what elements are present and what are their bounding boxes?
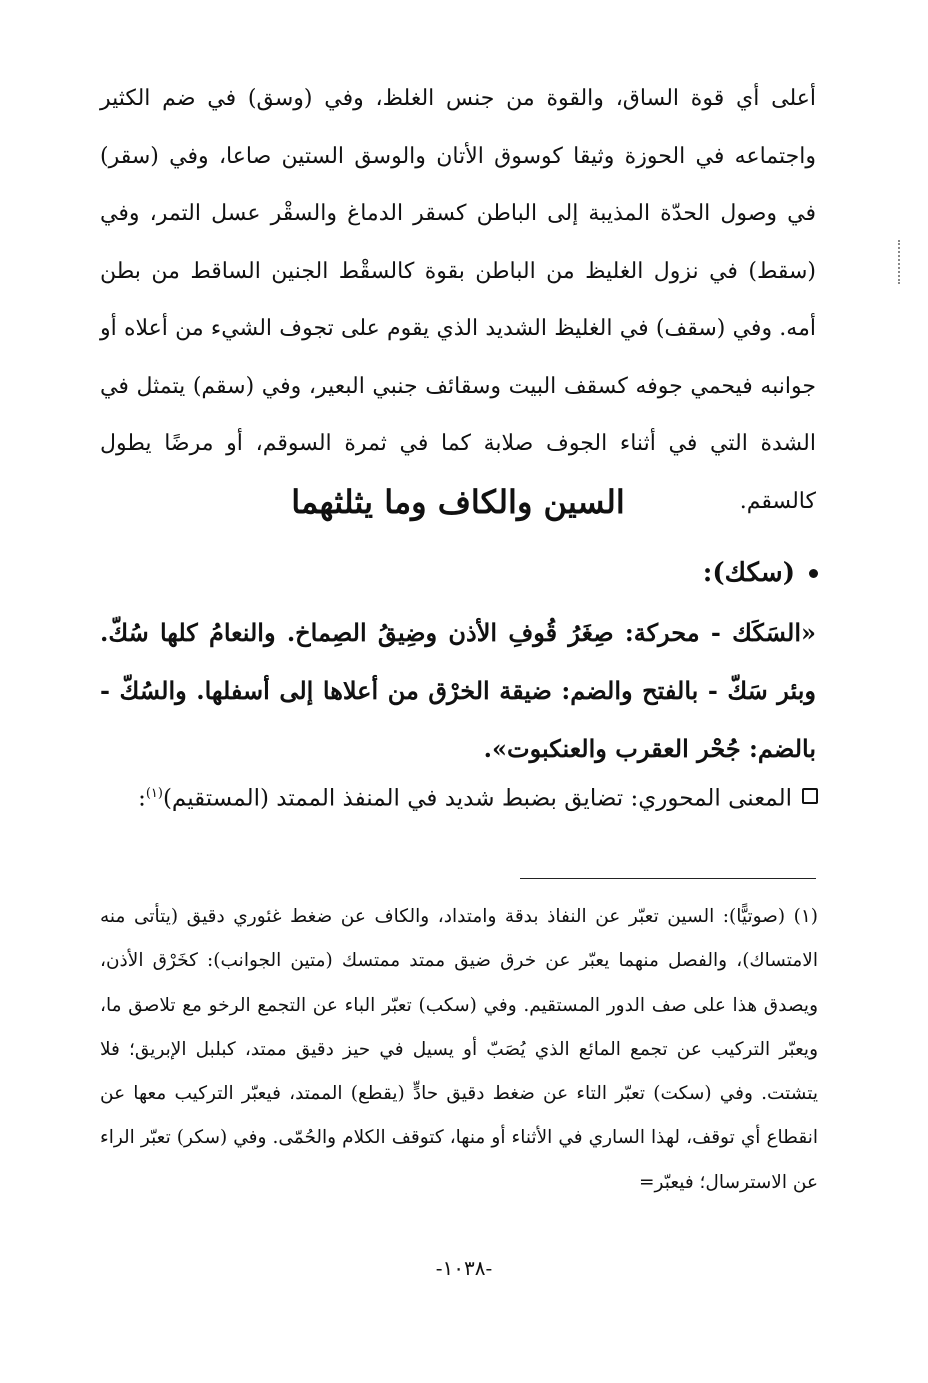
entry-heading: (سكك):	[702, 558, 795, 588]
bullet-icon	[809, 569, 818, 578]
square-box-icon	[802, 788, 818, 804]
entry-heading-row	[703, 549, 818, 597]
intro-paragraph: أعلى أي قوة الساق، والقوة من جنس الغلظ، وفي (وسق) في ضم الكثير واجتماعه في الحوزة وثيقا كوسوق الأتان والوسق الستين صاعا، وفي (سقر) في وصول الحدّة المذيبة إلى الباطن كسقر الدماغ والسقْر عسل التمر، وفي (سقط) في نزول الغليظ من الباطن بقوة كالسقْط الجنين الساقط من بطن أمه. وفي (سقف) في الغليظ الشديد الذي يقوم على تجوف الشيء من أعلاه أو جوانبه فيحمي جوفه كسقف البيت وسقائف جنبي البعير، وفي (سقم) يتمثل في الشدة التي في أثناء الجوف صلابة كما في ثمرة السوقم، أو مرضًا يطول كالسقم.	[100, 86, 816, 514]
quote-paragraph: «السَكَك - محركة: صِغَرُ قُوفِ الأذن وضِيقُ الصِماخ. والنعامُ كلها سُكّ. وبئر سَكّ - بالفتح والضم: ضيقة الخرْق من أعلاها إلى أسفلها. والسُكّ - بالضم: جُحْر العقرب والعنكبوت».	[100, 618, 816, 763]
page-number: -١٠٣٨-	[435, 1256, 493, 1280]
central-meaning-text	[138, 772, 792, 821]
central-meaning-row	[138, 772, 818, 821]
section-heading: السين والكاف وما يثلثهما	[291, 483, 625, 521]
footnote-text: (١) (صوتيًّا): السين تعبّر عن النفاذ بدقة وامتداد، والكاف عن ضغط غئوري دقيق (يتأتى منه الامتساك)، والفصل منهما يعبّر عن خرق ضيق ممتد ممتسك (متين الجوانب): كخَرْق الأذن، ويصدق هذا على صف الدور المستقيم. وفي (سكب) تعبّر الباء عن التجمع الرخو مع تلاصق ما، ويعبّر التركيب عن تجمع المائع الذي يُصَبّ أو يسيل في حيز دقيق ممتد، كبلبل الإبريق؛ فلا يتشتت. وفي (سكت) تعبّر التاء عن ضغط دقيق حادٍّ (يقطع) الممتد، فيعبّر التركيب معها عن انقطاع أي توقف، لهذا الساري في الأثناء أو منها، كتوقف الكلام والحُمّى. وفي (سكر) تعبّر الراء عن الاسترسال؛ فيعبّر=	[100, 906, 818, 1193]
footnote-divider	[520, 878, 816, 879]
central-meaning-label: المعنى المحوري: تضايق بضبط شديد في المنفذ الممتد (المستقيم)	[162, 785, 792, 812]
footnote-reference: (١)	[145, 786, 163, 801]
margin-mark	[898, 240, 903, 284]
central-meaning-colon: :	[138, 785, 146, 812]
